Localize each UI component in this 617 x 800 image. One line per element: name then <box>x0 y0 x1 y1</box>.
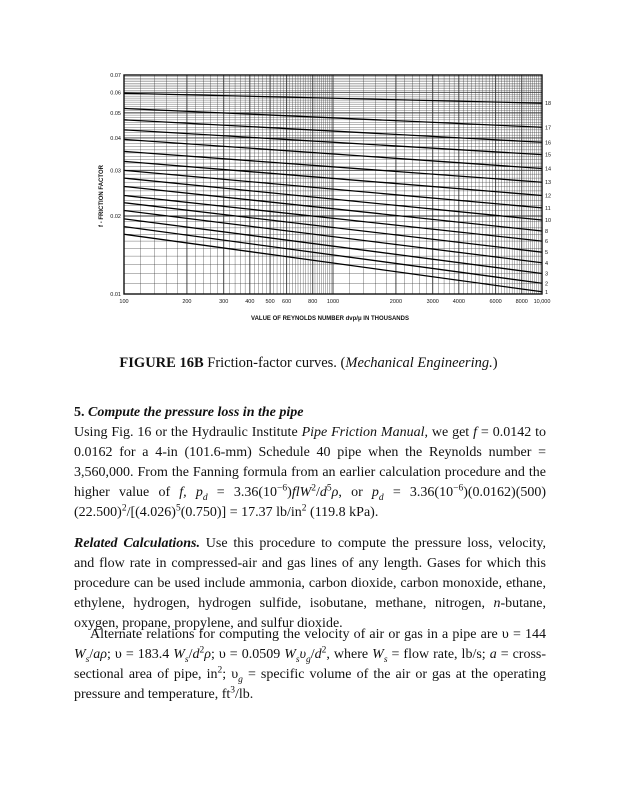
text-run: d <box>319 485 327 500</box>
y-tick-0.03: 0.03 <box>110 168 121 175</box>
curve-label-13: 13 <box>545 180 552 187</box>
y-tick-0.04: 0.04 <box>110 135 121 142</box>
text-run: d <box>314 647 322 662</box>
text-run: = cross-sectional area of pipe, in <box>74 647 547 682</box>
text-run: ; υ = 0.0509 <box>210 647 285 662</box>
text-run: d <box>202 492 208 503</box>
text-run: / <box>188 647 193 662</box>
caption-close: ) <box>492 355 498 371</box>
text-run: υ <box>299 647 307 662</box>
text-run: , where <box>326 647 373 662</box>
curve-label-5: 5 <box>545 250 549 257</box>
caption-text: Friction-factor curves. ( <box>203 355 346 371</box>
text-run: = 0.0142 to 0.0162 for a 4-in (101.6-mm) Schedule 40 pipe when the Reynolds number = 3,560,000. From the Fanning formula from an earlier calculation procedure and the higher value of <box>74 425 546 500</box>
text-run: d <box>378 492 384 503</box>
figure-caption <box>0 355 617 372</box>
curve-label-4: 4 <box>545 260 549 267</box>
x-tick-3000: 3000 <box>426 299 439 305</box>
x-tick-6000: 6000 <box>489 299 502 305</box>
curve-label-18: 18 <box>545 101 552 108</box>
curve-label-14: 14 <box>545 166 552 173</box>
x-tick-600: 600 <box>282 299 292 305</box>
text-run: −6 <box>453 483 464 494</box>
x-tick-300: 300 <box>219 299 229 305</box>
text-run: /[(4.026) <box>126 505 176 520</box>
text-run: W <box>74 647 86 662</box>
text-run: a <box>93 647 101 662</box>
curve-label-2: 2 <box>545 281 549 288</box>
paragraph-related-calculations <box>74 534 546 634</box>
text-run: s <box>184 654 189 665</box>
curve-label-8: 8 <box>545 229 549 236</box>
y-tick-0.06: 0.06 <box>110 90 121 97</box>
x-tick-400: 400 <box>245 299 255 305</box>
curve-label-16: 16 <box>545 140 552 147</box>
text-run: s <box>383 654 388 665</box>
text-run: )(0.0162)(500)(22.500) <box>74 485 547 520</box>
paragraph-pressure-loss <box>74 423 546 523</box>
text-run: f <box>473 425 477 440</box>
text-run: ; υ = 183.4 <box>107 647 174 662</box>
curve-label-15: 15 <box>545 152 552 159</box>
text-run: ρ <box>331 485 339 500</box>
text-run: / <box>89 647 94 662</box>
curve-label-6: 6 <box>545 239 549 246</box>
text-run: 2 <box>121 503 127 514</box>
text-run: W <box>284 647 296 662</box>
text-run: 2 <box>301 503 307 514</box>
section-number: 5. <box>74 405 85 420</box>
text-run: , we get <box>424 425 474 440</box>
x-tick-200: 200 <box>182 299 192 305</box>
text-run: /lb. <box>235 687 254 702</box>
text-run: d <box>192 647 200 662</box>
x-tick-10000: 10,000 <box>533 299 551 305</box>
text-run: g <box>238 674 243 685</box>
x-tick-100: 100 <box>119 299 129 305</box>
y-axis-label: f - FRICTION FACTOR <box>99 165 105 227</box>
x-axis-label: VALUE OF REYNOLDS NUMBER dvp/μ IN THOUSANDS <box>251 316 409 322</box>
x-tick-2000: 2000 <box>389 299 403 305</box>
curve-label-10: 10 <box>545 218 552 225</box>
curve-labels <box>545 101 551 296</box>
text-run: = 3.36(10 <box>207 485 278 500</box>
y-tick-0.01: 0.01 <box>110 292 121 298</box>
section-title: Compute the pressure loss in the pipe <box>84 405 304 420</box>
curve-label-11: 11 <box>545 205 551 212</box>
section-heading <box>74 403 546 423</box>
text-run: Pipe Friction Manual <box>301 425 425 440</box>
text-run: p <box>371 485 379 500</box>
text-run: W <box>173 647 185 662</box>
text-run: W <box>372 647 384 662</box>
figure-label: FIGURE 16B <box>119 355 204 371</box>
text-run: ) <box>287 485 292 500</box>
curve-label-3: 3 <box>545 271 549 278</box>
text-run: (0.750)] = 17.37 lb/in <box>180 505 302 520</box>
text-run: −6 <box>277 483 288 494</box>
text-run: flW <box>291 485 312 500</box>
text-run: 5 <box>326 483 332 494</box>
text-run: 3 <box>230 685 236 696</box>
x-tick-1000: 1000 <box>326 299 340 305</box>
text-run: 2 <box>311 483 317 494</box>
friction-factor-chart <box>0 0 617 340</box>
text-run: 5 <box>175 503 181 514</box>
y-tick-0.07: 0.07 <box>110 73 121 79</box>
text-run: g <box>306 654 311 665</box>
curve-label-12: 12 <box>545 193 552 200</box>
text-run: s <box>85 654 90 665</box>
x-tick-8000: 8000 <box>515 299 528 305</box>
x-tick-500: 500 <box>265 299 275 305</box>
related-calculations-lead: Related Calculations. <box>74 536 200 551</box>
curve-label-1: 1 <box>545 289 549 296</box>
text-run: , or <box>338 485 372 500</box>
text-run: 2 <box>199 645 205 656</box>
text-run: 2 <box>321 645 327 656</box>
text-run: = flow rate, lb/s; <box>387 647 490 662</box>
text-run: / <box>310 647 315 662</box>
text-run: f, p <box>179 485 203 500</box>
y-tick-labels <box>110 73 121 298</box>
text-run: -butane, oxygen, propane, propylene, and sulfur dioxide. <box>74 596 546 631</box>
text-run: = specific volume of the air or gas at the operating pressure and temperature, ft <box>74 667 546 702</box>
y-tick-0.05: 0.05 <box>110 110 121 117</box>
text-run: s <box>295 654 300 665</box>
caption-source: Mechanical Engineering. <box>345 355 493 371</box>
text-run: ρ <box>100 647 107 662</box>
text-run: 2 <box>217 665 223 676</box>
text-run: ρ <box>204 647 211 662</box>
y-tick-0.02: 0.02 <box>110 213 121 220</box>
text-run: / <box>316 485 320 500</box>
text-run: Use this procedure to compute the pressure loss, velocity, and flow rate in compressed-air and gas lines of any length. Gases for which this procedure can be used include ammonia, carbon dioxide, carbon monoxide, ethane, ethylene, hydrogen, hydrogen sulfide, isobutane, methane, nitrogen, <box>74 536 546 611</box>
curve-label-17: 17 <box>545 125 552 132</box>
x-tick-4000: 4000 <box>452 299 465 305</box>
text-run: a <box>489 647 497 662</box>
x-tick-800: 800 <box>308 299 318 305</box>
text-run: ; υ <box>222 667 239 682</box>
x-tick-labels <box>119 299 550 305</box>
text-run: Using Fig. 16 or the Hydraulic Institute <box>74 425 302 440</box>
text-run: n <box>493 596 501 611</box>
paragraph-alternate-relations <box>74 625 546 705</box>
text-run: = 3.36(10 <box>383 485 454 500</box>
text-run: (119.8 kPa). <box>306 505 379 520</box>
text-run: Alternate relations for computing the velocity of air or gas in a pipe are υ = 144 <box>90 627 546 642</box>
